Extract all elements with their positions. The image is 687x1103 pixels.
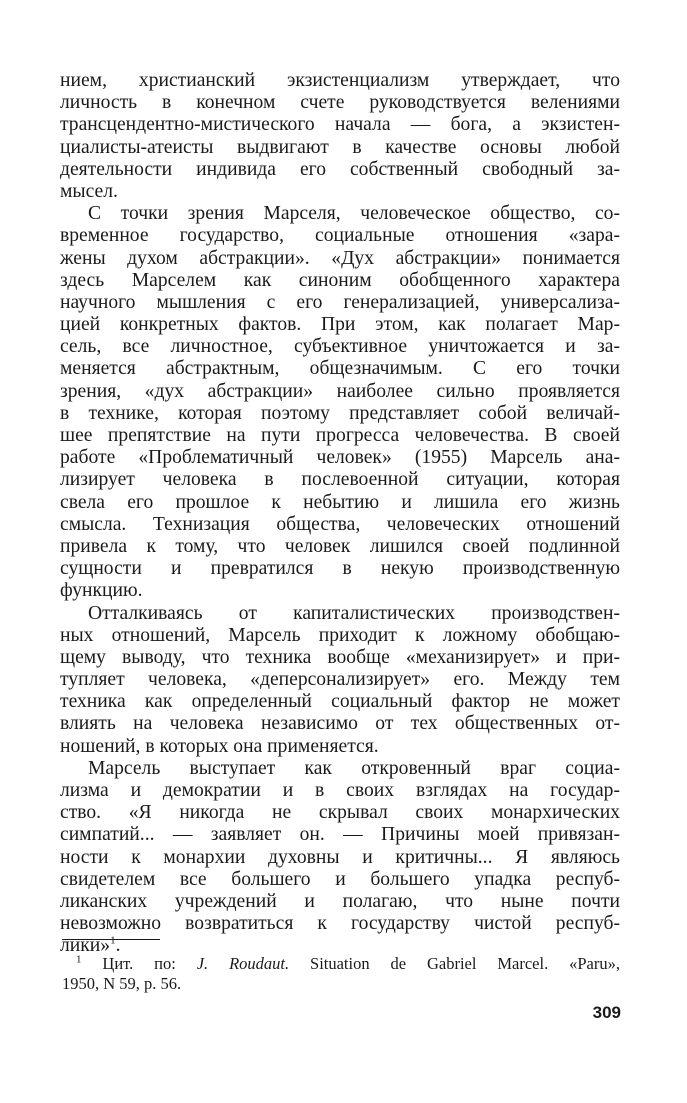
text-line: лики»$^1$. (60, 935, 121, 957)
footnote-prefix: Цит. по: (102, 954, 197, 973)
text-line: симпатий... — заявляет он. — Причины моей привязан- (60, 824, 620, 846)
final-line-text: лики» (60, 935, 111, 957)
text-line: функцию. (60, 580, 143, 602)
text-line: лизма и демократии и в своих взглядах на государ- (60, 780, 620, 801)
text-line: временное государство, социальные отношения «зара- (60, 225, 620, 247)
text-line: работе «Проблематичный человек» (1955) Марсель ана- (60, 447, 620, 469)
text-line: сущности и превратился в некую производственную (60, 558, 620, 580)
text-line: меняется абстрактным, общезначимым. С его точки (60, 358, 620, 380)
text-line: нием, христианский экзистенциализм утверждает, что (60, 70, 620, 91)
footnote (62, 954, 620, 994)
text-line: свидетелем все большего и большего упадка респуб- (60, 868, 620, 890)
text-line: в технике, которая поэтому представляет собой величай- (60, 402, 620, 424)
text-line: здесь Марселем как синоним обобщенного характера (60, 269, 620, 291)
page-number: 309 (592, 1003, 621, 1022)
text-line: влиять на человека независимо от тех общественных от- (60, 713, 620, 735)
text-line: привела к тому, что человек лишился своей подлинной (60, 535, 620, 557)
text-line: техника как определенный социальный фактор не может (60, 691, 620, 713)
text-line: сель, все личностное, субъективное уничтожается и за- (60, 336, 620, 358)
text-line: ных отношений, Марсель приходит к ложному обобщаю- (60, 624, 620, 646)
text-line: ношений, в которых она применяется. (60, 735, 379, 757)
text-line: личность в конечном счете руководствуется велениями (60, 92, 620, 114)
text-line: ликанских учреждений и полагаю, что ныне почти (60, 890, 620, 912)
footnote-source: Situation de Gabriel Marcel. «Paru», (289, 954, 620, 973)
text-line: щему выводу, что техника вообще «механизирует» и при- (60, 646, 620, 668)
text-line: циалисты-атеисты выдвигают в качестве основы любой (60, 136, 620, 158)
paragraph-start: Отталкиваясь от капиталистических производствен- (88, 602, 620, 624)
text-line: мысел. (60, 180, 118, 202)
text-line: шее препятствие на пути прогресса человечества. В своей (60, 425, 620, 446)
text-line: цией конкретных фактов. При этом, как полагает Мар- (60, 314, 620, 336)
text-line: лизирует человека в послевоенной ситуации, которая (60, 469, 620, 491)
text-line: свела его прошлое к небытию и лишила его жизнь (60, 491, 620, 513)
paragraph-start: С точки зрения Марселя, человеческое общество, со- (88, 203, 620, 225)
text-line: трансцендентно-мистического начала — бога, а экзистен- (60, 114, 620, 136)
footnote-divider (62, 939, 160, 940)
footnote-line: 1950, N 59, p. 56. (62, 974, 182, 993)
footnote-marker: 1 (76, 953, 82, 966)
footnote-line (62, 954, 620, 974)
text-line: ство. «Я никогда не скрывал своих монархических (60, 802, 620, 824)
paragraph-start: Марсель выступает как откровенный враг социа- (88, 757, 620, 779)
text-line: жены духом абстракции». «Дух абстракции» понимается (60, 247, 620, 269)
text-line: научного мышления с его генерализацией, универсализа- (60, 291, 620, 313)
main-text (60, 70, 620, 958)
text-line: деятельности индивида его собственный свободный за- (60, 158, 620, 180)
text-line: ности к монархии духовны и критичны... Я являюсь (60, 846, 620, 868)
footnote-reference: 1 (110, 935, 116, 947)
text-line: невозможно возвратиться к государству чистой респуб- (60, 913, 620, 935)
text-line: тупляет человека, «деперсонализирует» его. Между тем (60, 669, 620, 691)
text-line: смысла. Технизация общества, человеческих отношений (60, 513, 620, 535)
footnote-author: J. Roudaut. (196, 954, 290, 973)
text-line: зрения, «дух абстракции» наиболее сильно проявляется (60, 380, 620, 402)
